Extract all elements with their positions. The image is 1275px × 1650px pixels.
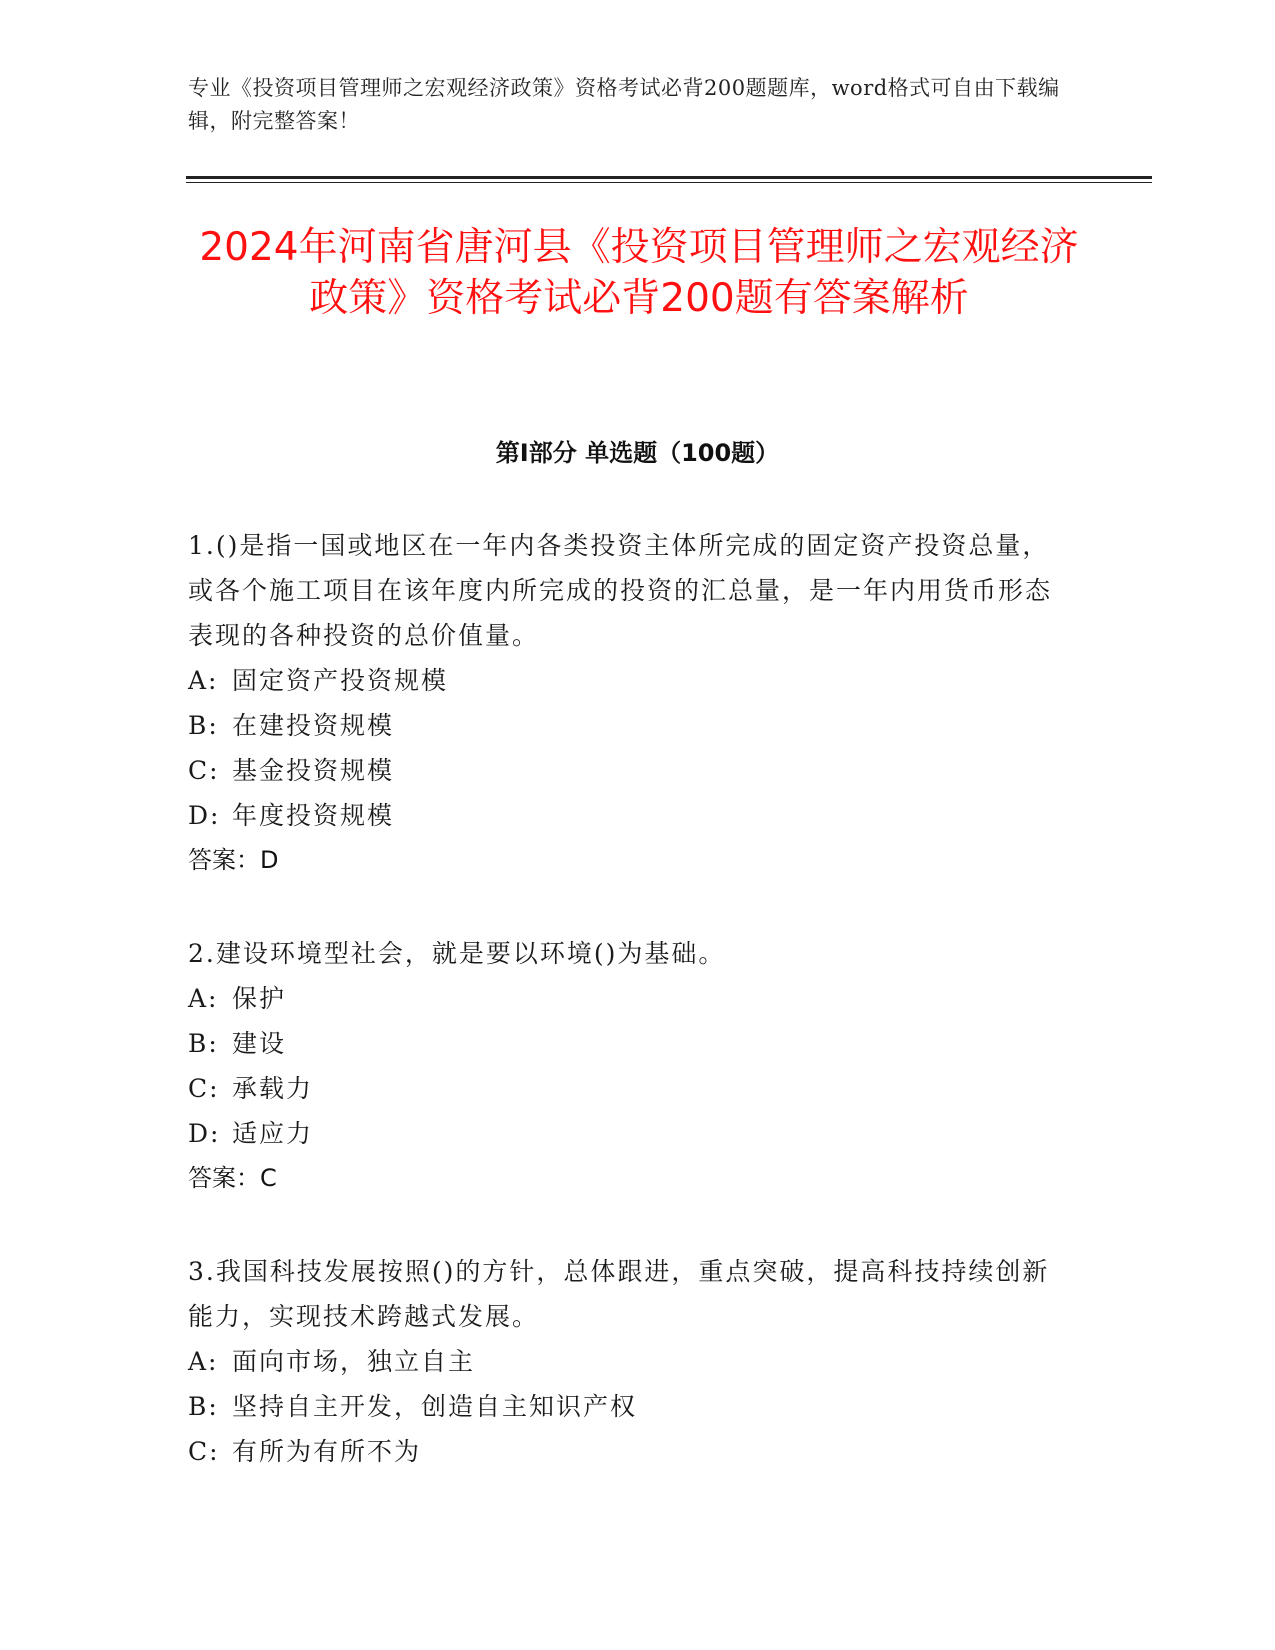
option-a (188, 1339, 1058, 1384)
header-note: 专业《投资项目管理师之宏观经济政策》资格考试必背200题题库，word格式可自由下载编辑，附完整答案！ (188, 76, 1060, 133)
option-key: C: (188, 756, 220, 785)
option-text: 面向市场，独立自主 (232, 1347, 476, 1376)
option-key: A: (188, 984, 219, 1013)
answer-line: 答案：C (188, 1164, 277, 1192)
option-text: 承载力 (232, 1074, 314, 1103)
option-text: 有所为有所不为 (232, 1437, 422, 1466)
option-d (188, 793, 1058, 838)
option-key: B: (188, 711, 219, 740)
option-text: 保护 (232, 984, 287, 1013)
option-key: A: (188, 1347, 219, 1376)
option-text: 建设 (232, 1029, 287, 1058)
header-rule-thick (186, 176, 1152, 179)
option-text: 适应力 (232, 1119, 314, 1148)
option-a (188, 976, 1058, 1021)
header-rule-thin (186, 182, 1152, 183)
option-key: B: (188, 1029, 219, 1058)
option-text: 基金投资规模 (232, 756, 395, 785)
question-stem: 2.建设环境型社会，就是要以环境()为基础。 (188, 939, 726, 968)
option-d (188, 1111, 1058, 1156)
section-heading: 第Ⅰ部分 单选题（100题） (495, 439, 780, 467)
option-key: C: (188, 1074, 220, 1103)
option-key: D: (188, 1119, 221, 1148)
option-text: 固定资产投资规模 (232, 666, 449, 695)
option-c (188, 1066, 1058, 1111)
option-c (188, 1429, 1058, 1474)
option-text: 年度投资规模 (232, 801, 395, 830)
option-text: 在建投资规模 (232, 711, 395, 740)
option-key: A: (188, 666, 219, 695)
option-b (188, 1021, 1058, 1066)
option-c (188, 748, 1058, 793)
question-1 (188, 523, 1058, 883)
option-key: C: (188, 1437, 220, 1466)
option-b (188, 703, 1058, 748)
option-key: D: (188, 801, 221, 830)
question-2 (188, 931, 1058, 1201)
question-stem: 1.()是指一国或地区在一年内各类投资主体所完成的固定资产投资总量，或各个施工项目在该年度内所完成的投资的汇总量，是一年内用货币形态表现的各种投资的总价值量。 (188, 531, 1053, 650)
document-title: 2024年河南省唐河县《投资项目管理师之宏观经济政策》资格考试必背200题有答案解析 (199, 225, 1079, 321)
question-stem: 3.我国科技发展按照()的方针，总体跟进，重点突破，提高科技持续创新能力，实现技术跨越式发展。 (188, 1257, 1050, 1331)
option-text: 坚持自主开发，创造自主知识产权 (232, 1392, 638, 1421)
question-3 (188, 1249, 1058, 1474)
option-a (188, 658, 1058, 703)
answer-line: 答案：D (188, 846, 279, 874)
option-b (188, 1384, 1058, 1429)
question-list (188, 523, 1058, 1522)
option-key: B: (188, 1392, 219, 1421)
